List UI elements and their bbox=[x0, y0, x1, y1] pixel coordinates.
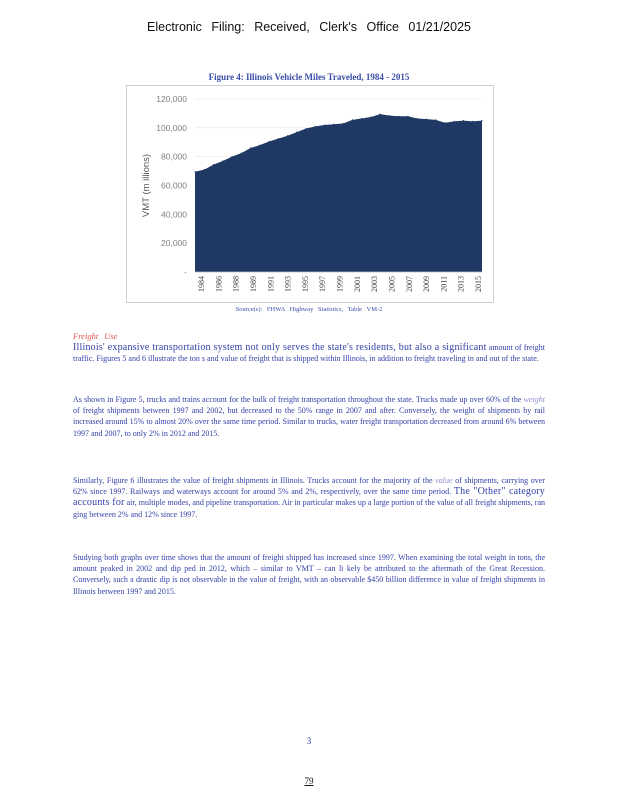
x-tick-label: 1988 bbox=[231, 276, 241, 292]
data-point bbox=[259, 145, 260, 146]
y-tick-label: 20,000 bbox=[161, 238, 187, 249]
section-title: Freight Use bbox=[73, 331, 118, 341]
data-point bbox=[213, 164, 214, 165]
data-point bbox=[296, 132, 297, 133]
x-tick-label: 2007 bbox=[404, 276, 414, 292]
data-point bbox=[426, 119, 427, 120]
data-point bbox=[380, 114, 381, 115]
data-point bbox=[324, 124, 325, 125]
x-tick-label: 1986 bbox=[214, 276, 224, 292]
chart-container bbox=[126, 85, 494, 303]
paragraph-text: As shown in Figure 5, trucks and trains account for the bulk of freight transportation throughout the state. Trucks made up over 60% of the bbox=[73, 395, 522, 404]
data-point bbox=[278, 138, 279, 139]
x-tick-label: 2013 bbox=[456, 276, 466, 292]
x-tick-label: 2015 bbox=[474, 276, 483, 292]
footer-page-number: 79 bbox=[304, 776, 314, 786]
data-point bbox=[472, 121, 473, 122]
paragraph-value bbox=[73, 475, 545, 520]
x-tick-label: 1997 bbox=[318, 276, 328, 292]
data-point bbox=[250, 147, 251, 148]
data-point bbox=[361, 118, 362, 119]
x-tick-label: 1989 bbox=[248, 276, 258, 292]
figure-source: Source(s): FHWA Highway Statistics, Table VM-2 bbox=[235, 306, 383, 313]
data-point bbox=[305, 128, 306, 129]
data-point bbox=[287, 135, 288, 136]
page-number: 3 bbox=[306, 736, 312, 746]
data-point bbox=[204, 169, 205, 170]
data-point bbox=[352, 119, 353, 120]
data-point bbox=[389, 115, 390, 116]
data-point bbox=[333, 124, 334, 125]
paragraph-summary bbox=[73, 552, 545, 597]
data-point bbox=[444, 122, 445, 123]
data-point bbox=[454, 121, 455, 122]
x-tick-label: 1991 bbox=[266, 276, 276, 292]
data-point bbox=[463, 120, 464, 121]
paragraph-text: Studying both graphs over time shows that the amount of freight shipped has increased since 1997. When examining the total weight in tons, the amount peaked in 2002 and dip ped in 2012, which – similar to VMT – can li kely be attributed to the aftermath of the Great Recession. Conversely, such a drastic dip is not observable in the value of freight, with an observable $450 billion difference in value of freight shipments in Illinois between 1997 and 2015. bbox=[73, 553, 545, 596]
x-tick-label: 2005 bbox=[387, 276, 397, 292]
data-point bbox=[231, 156, 232, 157]
y-tick-label: 100,000 bbox=[156, 122, 187, 133]
data-point bbox=[343, 123, 344, 124]
filing-header: Electronic Filing: Received, Clerk's Office 01/21/2025 bbox=[147, 20, 471, 34]
paragraph-lead: The "Other" category accounts for bbox=[73, 486, 546, 509]
paragraph-text: of freight shipments between 1997 and 2002, but decreased to the 50% range in 2007 and after. Conversely, the weight of shipments by rail increased around 15% to almost 20% over the same time period. Similar to trucks, water freight transportation decreased from around 6% between 1997 and 2007, to only 2% in 2012 and 2015. bbox=[73, 406, 545, 438]
paragraph-text: Similarly, Figure 6 illustrates the value of freight shipments in Illinois. Trucks account for the majority of the bbox=[73, 476, 433, 485]
x-tick-label: 1993 bbox=[283, 276, 293, 292]
vmt-area bbox=[195, 114, 482, 272]
data-point bbox=[268, 141, 269, 142]
data-point bbox=[435, 119, 436, 120]
emphasis-value: value bbox=[435, 476, 453, 485]
paragraph-lead: Illinois' expansive transportation system not only serves the state's residents, but also a significant bbox=[73, 342, 487, 353]
y-tick-label: 40,000 bbox=[161, 209, 187, 220]
data-point bbox=[241, 152, 242, 153]
data-point bbox=[407, 116, 408, 117]
x-tick-label: 2011 bbox=[439, 276, 449, 292]
paragraph-text: of shipments, carrying over 62% since 1997. Railways and waterways account for around 5% and 2%, respectively, over the same time period. bbox=[73, 476, 546, 497]
figure-title: Figure 4: Illinois Vehicle Miles Traveled, 1984 - 2015 bbox=[208, 72, 410, 82]
data-point bbox=[417, 118, 418, 119]
vmt-area-chart bbox=[127, 86, 493, 302]
data-point bbox=[398, 116, 399, 117]
data-point bbox=[222, 160, 223, 161]
data-point bbox=[481, 120, 482, 121]
y-tick-label: 120,000 bbox=[156, 94, 187, 104]
paragraph-text: amount of freight traffic. Figures 5 and 6 illustrate the ton s and value of freight that is shipped within Illinois, in addition to freight traveling in and out of the state. bbox=[73, 343, 546, 364]
x-tick-label: 1984 bbox=[197, 276, 206, 292]
paragraph-text: air, multiple modes, and pipeline transportation. Air in particular makes up a large portion of the value of all freight shipments, ran ging between 2% and 12% since 1997. bbox=[73, 498, 546, 519]
y-tick-label: 60,000 bbox=[161, 180, 187, 191]
paragraph-intro bbox=[73, 342, 545, 364]
data-point bbox=[194, 171, 195, 172]
x-tick-label: 1995 bbox=[300, 276, 310, 292]
x-tick-label: 2001 bbox=[352, 276, 362, 292]
x-tick-label: 1999 bbox=[335, 276, 345, 292]
y-tick-label: - bbox=[184, 267, 187, 277]
y-axis-label: VMT (m illions) bbox=[141, 153, 152, 218]
emphasis-weight: weight bbox=[523, 395, 545, 404]
x-tick-label: 2003 bbox=[370, 276, 380, 292]
data-point bbox=[370, 116, 371, 117]
data-point bbox=[315, 126, 316, 127]
y-tick-label: 80,000 bbox=[161, 151, 187, 162]
x-tick-label: 2009 bbox=[422, 276, 432, 292]
paragraph-weight bbox=[73, 394, 545, 439]
